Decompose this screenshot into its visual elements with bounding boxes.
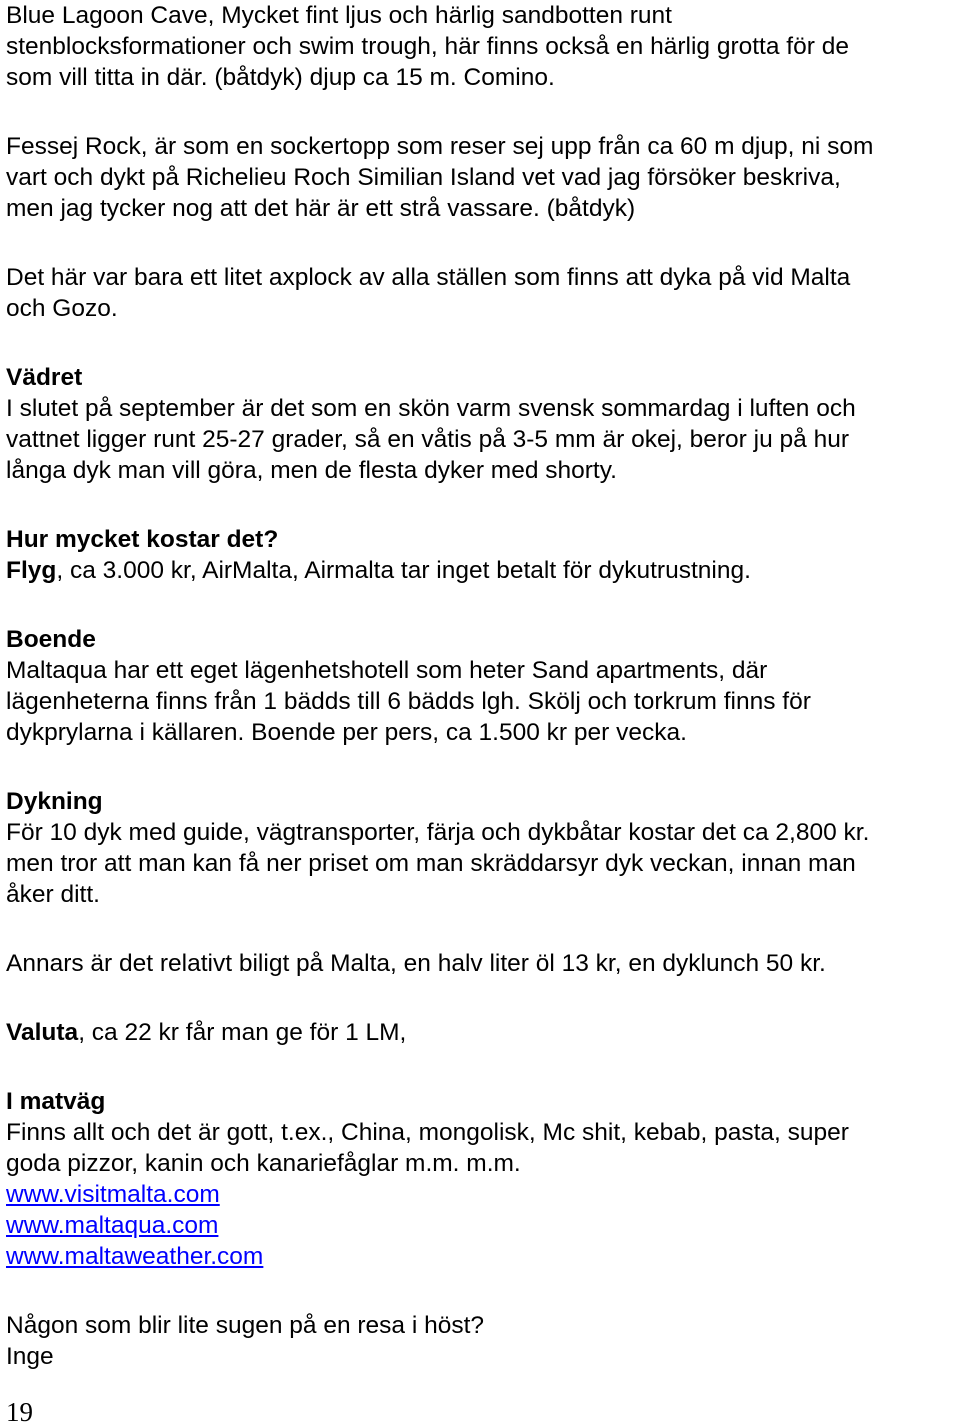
- text-line: I slutet på september är det som en skön varm svensk sommardag i luften och: [6, 395, 856, 422]
- text-line: men tror att man kan få ner priset om man skräddarsyr dyk veckan, innan man: [6, 850, 856, 877]
- paragraph-cheap: [6, 948, 956, 979]
- closing: [6, 1310, 956, 1372]
- link-maltaweather[interactable]: www.maltaweather.com: [6, 1243, 264, 1270]
- section-heading: Vädret: [6, 364, 83, 391]
- section-weather: [6, 362, 956, 486]
- section-diving: [6, 786, 956, 910]
- text-line: För 10 dyk med guide, vägtransporter, färja och dykbåtar kostar det ca 2,800 kr.: [6, 819, 870, 846]
- document-page: [6, 0, 956, 1372]
- paragraph-fessej-rock: [6, 131, 956, 224]
- closing-question: Någon som blir lite sugen på en resa i höst?: [6, 1312, 485, 1339]
- paragraph-blue-lagoon: [6, 0, 956, 93]
- text-line: vart och dykt på Richelieu Roch Similian Island vet vad jag försöker beskriva,: [6, 164, 841, 191]
- section-lodging: [6, 624, 956, 748]
- section-heading: Hur mycket kostar det?: [6, 526, 279, 553]
- text-line: vattnet ligger runt 25-27 grader, så en våtis på 3-5 mm är okej, beror ju på hur: [6, 426, 849, 453]
- section-heading: I matväg: [6, 1088, 106, 1115]
- link-visitmalta[interactable]: www.visitmalta.com: [6, 1181, 220, 1208]
- currency-line: [6, 1017, 956, 1048]
- currency-label: Valuta: [6, 1019, 79, 1046]
- flight-text: , ca 3.000 kr, AirMalta, Airmalta tar inget betalt för dykutrustning.: [56, 557, 751, 584]
- text-line: stenblocksformationer och swim trough, här finns också en härlig grotta för de: [6, 33, 849, 60]
- flight-line: [6, 555, 956, 586]
- signature: Inge: [6, 1343, 54, 1370]
- text-line: Annars är det relativt biligt på Malta, en halv liter öl 13 kr, en dyklunch 50 kr.: [6, 950, 826, 977]
- paragraph-currency: [6, 1017, 956, 1048]
- text-line: Blue Lagoon Cave, Mycket fint ljus och härlig sandbotten runt: [6, 2, 672, 29]
- page-number: 19: [6, 1397, 33, 1427]
- text-line: dykprylarna i källaren. Boende per pers, ca 1.500 kr per vecka.: [6, 719, 687, 746]
- text-line: Maltaqua har ett eget lägenhetshotell som heter Sand apartments, där: [6, 657, 768, 684]
- text-line: Finns allt och det är gott, t.ex., China, mongolisk, Mc shit, kebab, pasta, super: [6, 1119, 849, 1146]
- text-line: långa dyk man vill göra, men de flesta dyker med shorty.: [6, 457, 617, 484]
- section-heading: Dykning: [6, 788, 103, 815]
- text-line: Fessej Rock, är som en sockertopp som reser sej upp från ca 60 m djup, ni som: [6, 133, 874, 160]
- text-line: som vill titta in där. (båtdyk) djup ca 15 m. Comino.: [6, 64, 555, 91]
- link-maltaqua[interactable]: www.maltaqua.com: [6, 1212, 219, 1239]
- currency-text: , ca 22 kr får man ge för 1 LM,: [78, 1019, 407, 1046]
- text-line: Det här var bara ett litet axplock av alla ställen som finns att dyka på vid Malta: [6, 264, 851, 291]
- text-line: men jag tycker nog att det här är ett strå vassare. (båtdyk): [6, 195, 636, 222]
- section-food: [6, 1086, 956, 1272]
- section-cost: [6, 524, 956, 586]
- text-line: goda pizzor, kanin och kanariefåglar m.m. m.m.: [6, 1150, 521, 1177]
- text-line: lägenheterna finns från 1 bädds till 6 bädds lgh. Skölj och torkrum finns för: [6, 688, 811, 715]
- flight-label: Flyg: [6, 557, 57, 584]
- text-line: och Gozo.: [6, 295, 118, 322]
- paragraph-axplock: [6, 262, 956, 324]
- text-line: åker ditt.: [6, 881, 100, 908]
- section-heading: Boende: [6, 626, 96, 653]
